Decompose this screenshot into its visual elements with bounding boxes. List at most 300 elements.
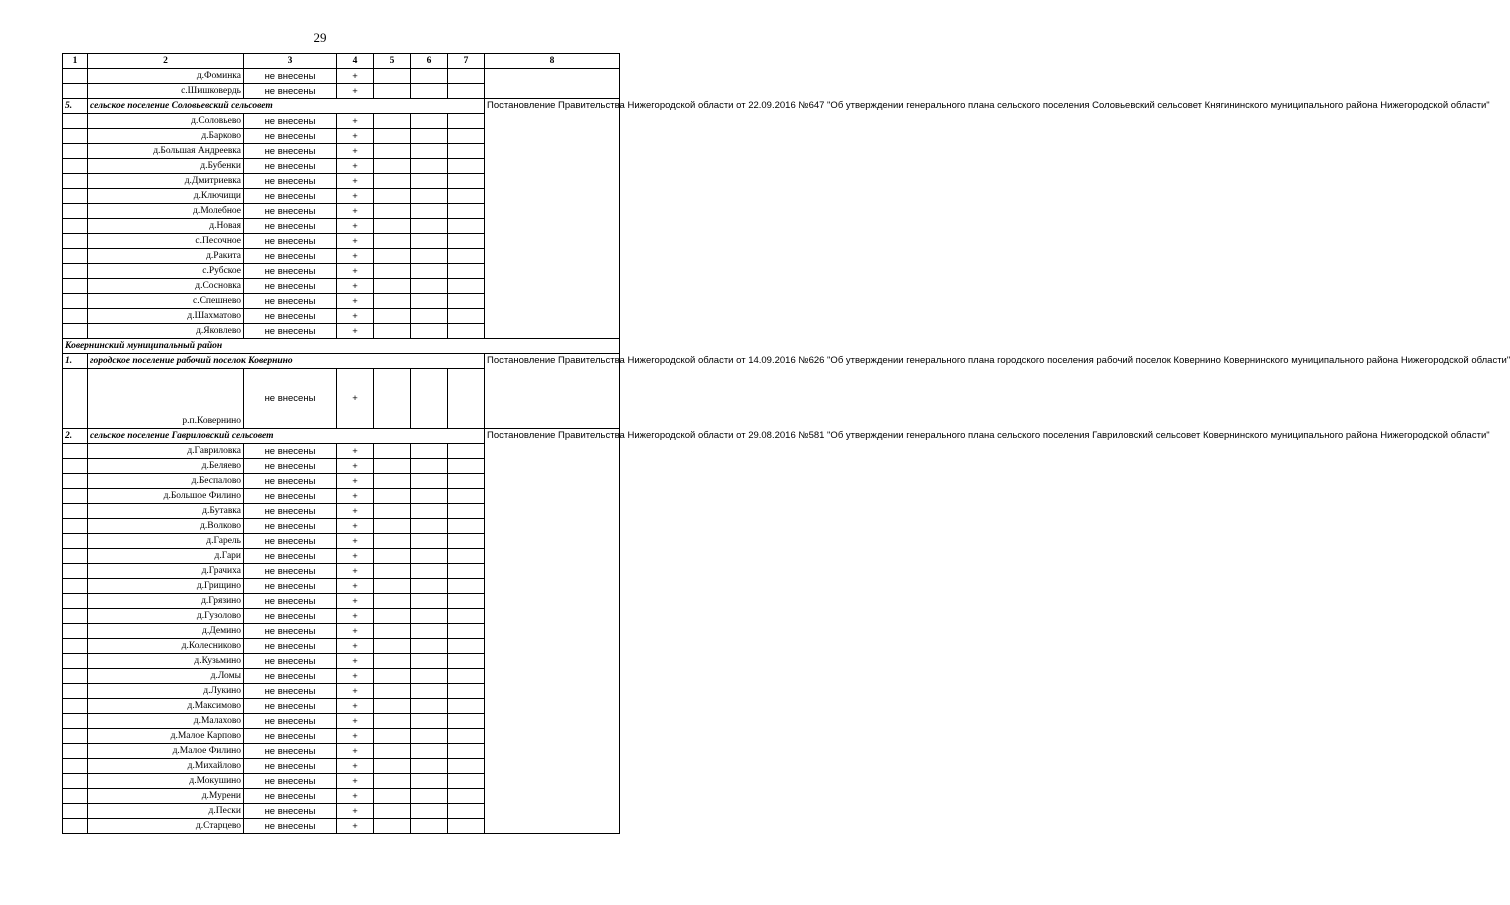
row-number-cell xyxy=(63,744,88,759)
mark-cell: + xyxy=(337,594,374,609)
mark-cell: + xyxy=(337,714,374,729)
header-col-6: 6 xyxy=(411,54,448,69)
row-number-cell xyxy=(63,84,88,99)
empty-cell-col-7 xyxy=(448,759,485,774)
note-continuation xyxy=(485,69,620,99)
mark-cell: + xyxy=(337,699,374,714)
empty-cell-col-6 xyxy=(411,789,448,804)
section-row xyxy=(63,354,620,369)
status-cell: не внесены xyxy=(244,444,337,459)
mark-cell: + xyxy=(337,114,374,129)
mark-cell: + xyxy=(337,444,374,459)
row-number-cell xyxy=(63,804,88,819)
empty-cell-col-5 xyxy=(374,504,411,519)
empty-cell-col-5 xyxy=(374,624,411,639)
row-number-cell xyxy=(63,459,88,474)
status-cell: не внесены xyxy=(244,279,337,294)
settlement-name: с.Песочное xyxy=(88,234,244,249)
empty-cell-col-7 xyxy=(448,114,485,129)
row-number-cell xyxy=(63,369,88,429)
empty-cell-col-7 xyxy=(448,819,485,834)
settlement-name: д.Гари xyxy=(88,549,244,564)
row-number-cell xyxy=(63,504,88,519)
status-cell: не внесены xyxy=(244,609,337,624)
empty-cell-col-5 xyxy=(374,729,411,744)
empty-cell-col-5 xyxy=(374,279,411,294)
row-number-cell xyxy=(63,684,88,699)
row-number-cell xyxy=(63,129,88,144)
empty-cell-col-7 xyxy=(448,624,485,639)
table-row xyxy=(63,69,620,84)
mark-cell: + xyxy=(337,534,374,549)
status-cell: не внесены xyxy=(244,759,337,774)
empty-cell-col-5 xyxy=(374,114,411,129)
settlement-name: д.Беспалово xyxy=(88,474,244,489)
registry-table xyxy=(62,53,1510,834)
empty-cell-col-7 xyxy=(448,699,485,714)
empty-cell-col-6 xyxy=(411,294,448,309)
status-cell: не внесены xyxy=(244,699,337,714)
status-cell: не внесены xyxy=(244,774,337,789)
empty-cell-col-5 xyxy=(374,759,411,774)
settlement-name: д.Грязино xyxy=(88,594,244,609)
empty-cell-col-7 xyxy=(448,669,485,684)
settlement-name: д.Гузолово xyxy=(88,609,244,624)
empty-cell-col-6 xyxy=(411,594,448,609)
status-cell: не внесены xyxy=(244,84,337,99)
empty-cell-col-6 xyxy=(411,549,448,564)
empty-cell-col-5 xyxy=(374,639,411,654)
settlement-name: д.Колесниково xyxy=(88,639,244,654)
empty-cell-col-6 xyxy=(411,159,448,174)
settlement-name: д.Большое Филино xyxy=(88,489,244,504)
row-number-cell xyxy=(63,759,88,774)
row-number-cell xyxy=(63,549,88,564)
row-number-cell xyxy=(63,219,88,234)
empty-cell-col-7 xyxy=(448,654,485,669)
empty-cell-col-7 xyxy=(448,309,485,324)
empty-cell-col-5 xyxy=(374,609,411,624)
empty-cell-col-5 xyxy=(374,219,411,234)
empty-cell-col-7 xyxy=(448,684,485,699)
status-cell: не внесены xyxy=(244,459,337,474)
empty-cell-col-6 xyxy=(411,459,448,474)
empty-cell-col-7 xyxy=(448,249,485,264)
settlement-name: с.Шишковердь xyxy=(88,84,244,99)
empty-cell-col-5 xyxy=(374,744,411,759)
mark-cell: + xyxy=(337,234,374,249)
settlement-name: д.Шахматово xyxy=(88,309,244,324)
row-number-cell xyxy=(63,309,88,324)
empty-cell-col-6 xyxy=(411,699,448,714)
status-cell: не внесены xyxy=(244,219,337,234)
empty-cell-col-6 xyxy=(411,204,448,219)
mark-cell: + xyxy=(337,189,374,204)
status-cell: не внесены xyxy=(244,744,337,759)
empty-cell-col-5 xyxy=(374,819,411,834)
empty-cell-col-6 xyxy=(411,249,448,264)
empty-cell-col-7 xyxy=(448,234,485,249)
section-row xyxy=(63,99,620,114)
empty-cell-col-7 xyxy=(448,519,485,534)
empty-cell-col-5 xyxy=(374,789,411,804)
settlement-name: д.Фоминка xyxy=(88,69,244,84)
settlement-name: д.Демино xyxy=(88,624,244,639)
row-number-cell xyxy=(63,234,88,249)
settlement-name: д.Соловьево xyxy=(88,114,244,129)
row-number-cell xyxy=(63,624,88,639)
empty-cell-col-5 xyxy=(374,444,411,459)
empty-cell-col-5 xyxy=(374,264,411,279)
empty-cell-col-7 xyxy=(448,459,485,474)
empty-cell-col-7 xyxy=(448,609,485,624)
empty-cell-col-5 xyxy=(374,669,411,684)
empty-cell-col-6 xyxy=(411,534,448,549)
empty-cell-col-6 xyxy=(411,744,448,759)
settlement-name: д.Михайлово xyxy=(88,759,244,774)
empty-cell-col-7 xyxy=(448,549,485,564)
status-cell: не внесены xyxy=(244,594,337,609)
status-cell: не внесены xyxy=(244,519,337,534)
empty-cell-col-5 xyxy=(374,579,411,594)
empty-cell-col-7 xyxy=(448,204,485,219)
empty-cell-col-6 xyxy=(411,774,448,789)
mark-cell: + xyxy=(337,159,374,174)
empty-cell-col-7 xyxy=(448,639,485,654)
district-row xyxy=(63,339,620,354)
status-cell: не внесены xyxy=(244,579,337,594)
header-col-8: 8 xyxy=(485,54,620,69)
empty-cell-col-7 xyxy=(448,129,485,144)
row-number-cell xyxy=(63,144,88,159)
status-cell: не внесены xyxy=(244,309,337,324)
empty-cell-col-6 xyxy=(411,564,448,579)
resolution-note: Постановление Правительства Нижегородской области от 29.08.2016 №581 "Об утверждении генерального плана сельского поселения Гавриловский сельсовет Ковернинского муниципального района Нижегородской области" xyxy=(485,429,620,834)
row-number-cell xyxy=(63,249,88,264)
empty-cell-col-6 xyxy=(411,234,448,249)
row-number-cell xyxy=(63,594,88,609)
header-col-4: 4 xyxy=(337,54,374,69)
empty-cell-col-6 xyxy=(411,759,448,774)
status-cell: не внесены xyxy=(244,504,337,519)
row-number-cell xyxy=(63,474,88,489)
status-cell: не внесены xyxy=(244,114,337,129)
row-number-cell xyxy=(63,294,88,309)
mark-cell: + xyxy=(337,369,374,429)
settlement-name: д.Молебное xyxy=(88,204,244,219)
settlement-name: д.Бутавка xyxy=(88,504,244,519)
header-row xyxy=(63,54,620,69)
status-cell: не внесены xyxy=(244,174,337,189)
empty-cell-col-6 xyxy=(411,624,448,639)
row-number-cell xyxy=(63,729,88,744)
empty-cell-col-6 xyxy=(411,324,448,339)
empty-cell-col-7 xyxy=(448,69,485,84)
row-number-cell xyxy=(63,819,88,834)
empty-cell-col-5 xyxy=(374,564,411,579)
settlement-name: д.Гарель xyxy=(88,534,244,549)
mark-cell: + xyxy=(337,759,374,774)
empty-cell-col-7 xyxy=(448,324,485,339)
empty-cell-col-5 xyxy=(374,699,411,714)
settlement-name: д.Ключищи xyxy=(88,189,244,204)
settlement-name: д.Старцево xyxy=(88,819,244,834)
empty-cell-col-5 xyxy=(374,549,411,564)
settlement-name: д.Гавриловка xyxy=(88,444,244,459)
row-number-cell xyxy=(63,699,88,714)
empty-cell-col-6 xyxy=(411,219,448,234)
empty-cell-col-6 xyxy=(411,264,448,279)
row-number-cell xyxy=(63,324,88,339)
empty-cell-col-7 xyxy=(448,189,485,204)
empty-cell-col-7 xyxy=(448,774,485,789)
status-cell: не внесены xyxy=(244,789,337,804)
status-cell: не внесены xyxy=(244,804,337,819)
settlement-name: д.Пески xyxy=(88,804,244,819)
settlement-name: с.Рубское xyxy=(88,264,244,279)
settlement-name: д.Малое Филино xyxy=(88,744,244,759)
section-title: сельское поселение Гавриловский сельсовет xyxy=(88,429,485,444)
empty-cell-col-6 xyxy=(411,579,448,594)
empty-cell-col-6 xyxy=(411,84,448,99)
status-cell: не внесены xyxy=(244,189,337,204)
status-cell: не внесены xyxy=(244,369,337,429)
row-number-cell xyxy=(63,669,88,684)
empty-cell-col-6 xyxy=(411,504,448,519)
settlement-name: д.Мокушино xyxy=(88,774,244,789)
status-cell: не внесены xyxy=(244,564,337,579)
row-number-cell xyxy=(63,204,88,219)
empty-cell-col-7 xyxy=(448,444,485,459)
empty-cell-col-5 xyxy=(374,324,411,339)
settlement-name: с.Спешнево xyxy=(88,294,244,309)
resolution-note: Постановление Правительства Нижегородской области от 14.09.2016 №626 "Об утверждении генерального плана городского поселения рабочий поселок Ковернино Ковернинского муниципального района Нижегородской области" xyxy=(485,354,620,429)
empty-cell-col-6 xyxy=(411,189,448,204)
resolution-note: Постановление Правительства Нижегородской области от 22.09.2016 №647 "Об утверждении генерального плана сельского поселения Соловьевский сельсовет Княгининского муниципального района Нижегородской области" xyxy=(485,99,620,339)
section-number: 5. xyxy=(63,99,88,114)
empty-cell-col-5 xyxy=(374,654,411,669)
mark-cell: + xyxy=(337,579,374,594)
row-number-cell xyxy=(63,174,88,189)
mark-cell: + xyxy=(337,264,374,279)
empty-cell-col-7 xyxy=(448,219,485,234)
settlement-name: д.Бубенки xyxy=(88,159,244,174)
mark-cell: + xyxy=(337,639,374,654)
header-col-2: 2 xyxy=(88,54,244,69)
row-number-cell xyxy=(63,189,88,204)
row-number-cell xyxy=(63,114,88,129)
row-number-cell xyxy=(63,444,88,459)
header-col-3: 3 xyxy=(244,54,337,69)
empty-cell-col-5 xyxy=(374,84,411,99)
empty-cell-col-6 xyxy=(411,444,448,459)
mark-cell: + xyxy=(337,129,374,144)
row-number-cell xyxy=(63,534,88,549)
empty-cell-col-6 xyxy=(411,309,448,324)
district-title: Ковернинский муниципальный район xyxy=(63,339,620,354)
empty-cell-col-5 xyxy=(374,459,411,474)
empty-cell-col-7 xyxy=(448,369,485,429)
section-title: городское поселение рабочий поселок Ковернино xyxy=(88,354,485,369)
empty-cell-col-5 xyxy=(374,594,411,609)
mark-cell: + xyxy=(337,624,374,639)
status-cell: не внесены xyxy=(244,819,337,834)
empty-cell-col-7 xyxy=(448,744,485,759)
empty-cell-col-7 xyxy=(448,564,485,579)
status-cell: не внесены xyxy=(244,729,337,744)
mark-cell: + xyxy=(337,249,374,264)
empty-cell-col-5 xyxy=(374,774,411,789)
status-cell: не внесены xyxy=(244,249,337,264)
settlement-name: д.Дмитриевка xyxy=(88,174,244,189)
empty-cell-col-6 xyxy=(411,174,448,189)
status-cell: не внесены xyxy=(244,204,337,219)
empty-cell-col-5 xyxy=(374,519,411,534)
settlement-name: д.Ломы xyxy=(88,669,244,684)
mark-cell: + xyxy=(337,669,374,684)
section-number: 2. xyxy=(63,429,88,444)
row-number-cell xyxy=(63,279,88,294)
settlement-name: д.Ракита xyxy=(88,249,244,264)
empty-cell-col-5 xyxy=(374,309,411,324)
row-number-cell xyxy=(63,789,88,804)
mark-cell: + xyxy=(337,519,374,534)
settlement-name: д.Кузьмино xyxy=(88,654,244,669)
empty-cell-col-7 xyxy=(448,264,485,279)
empty-cell-col-6 xyxy=(411,819,448,834)
empty-cell-col-6 xyxy=(411,69,448,84)
empty-cell-col-7 xyxy=(448,279,485,294)
empty-cell-col-7 xyxy=(448,804,485,819)
empty-cell-col-5 xyxy=(374,144,411,159)
mark-cell: + xyxy=(337,489,374,504)
status-cell: не внесены xyxy=(244,69,337,84)
row-number-cell xyxy=(63,264,88,279)
empty-cell-col-7 xyxy=(448,489,485,504)
empty-cell-col-5 xyxy=(374,294,411,309)
status-cell: не внесены xyxy=(244,714,337,729)
empty-cell-col-7 xyxy=(448,789,485,804)
row-number-cell xyxy=(63,654,88,669)
header-col-7: 7 xyxy=(448,54,485,69)
empty-cell-col-6 xyxy=(411,639,448,654)
empty-cell-col-5 xyxy=(374,234,411,249)
empty-cell-col-7 xyxy=(448,294,485,309)
empty-cell-col-6 xyxy=(411,129,448,144)
empty-cell-col-5 xyxy=(374,204,411,219)
mark-cell: + xyxy=(337,459,374,474)
row-number-cell xyxy=(63,489,88,504)
status-cell: не внесены xyxy=(244,624,337,639)
row-number-cell xyxy=(63,69,88,84)
status-cell: не внесены xyxy=(244,129,337,144)
empty-cell-col-7 xyxy=(448,144,485,159)
mark-cell: + xyxy=(337,789,374,804)
status-cell: не внесены xyxy=(244,264,337,279)
status-cell: не внесены xyxy=(244,144,337,159)
empty-cell-col-7 xyxy=(448,594,485,609)
empty-cell-col-7 xyxy=(448,159,485,174)
page-number: 29 xyxy=(313,30,327,45)
empty-cell-col-7 xyxy=(448,714,485,729)
mark-cell: + xyxy=(337,729,374,744)
empty-cell-col-7 xyxy=(448,534,485,549)
status-cell: не внесены xyxy=(244,684,337,699)
mark-cell: + xyxy=(337,84,374,99)
empty-cell-col-7 xyxy=(448,579,485,594)
empty-cell-col-6 xyxy=(411,114,448,129)
row-number-cell xyxy=(63,579,88,594)
status-cell: не внесены xyxy=(244,549,337,564)
settlement-name: д.Беляево xyxy=(88,459,244,474)
mark-cell: + xyxy=(337,309,374,324)
status-cell: не внесены xyxy=(244,159,337,174)
empty-cell-col-5 xyxy=(374,684,411,699)
settlement-name: д.Грищино xyxy=(88,579,244,594)
mark-cell: + xyxy=(337,144,374,159)
status-cell: не внесены xyxy=(244,639,337,654)
empty-cell-col-6 xyxy=(411,474,448,489)
settlement-name: д.Малое Карпово xyxy=(88,729,244,744)
row-number-cell xyxy=(63,159,88,174)
empty-cell-col-6 xyxy=(411,654,448,669)
empty-cell-col-5 xyxy=(374,69,411,84)
empty-cell-col-5 xyxy=(374,714,411,729)
status-cell: не внесены xyxy=(244,489,337,504)
status-cell: не внесены xyxy=(244,294,337,309)
empty-cell-col-6 xyxy=(411,609,448,624)
status-cell: не внесены xyxy=(244,474,337,489)
header-col-1: 1 xyxy=(63,54,88,69)
empty-cell-col-7 xyxy=(448,504,485,519)
mark-cell: + xyxy=(337,684,374,699)
status-cell: не внесены xyxy=(244,234,337,249)
settlement-name: д.Мурени xyxy=(88,789,244,804)
empty-cell-col-5 xyxy=(374,369,411,429)
empty-cell-col-5 xyxy=(374,474,411,489)
status-cell: не внесены xyxy=(244,654,337,669)
empty-cell-col-6 xyxy=(411,489,448,504)
section-number: 1. xyxy=(63,354,88,369)
row-number-cell xyxy=(63,774,88,789)
row-number-cell xyxy=(63,714,88,729)
empty-cell-col-5 xyxy=(374,159,411,174)
empty-cell-col-6 xyxy=(411,519,448,534)
empty-cell-col-5 xyxy=(374,174,411,189)
empty-cell-col-5 xyxy=(374,129,411,144)
mark-cell: + xyxy=(337,174,374,189)
mark-cell: + xyxy=(337,69,374,84)
empty-cell-col-6 xyxy=(411,144,448,159)
empty-cell-col-7 xyxy=(448,84,485,99)
mark-cell: + xyxy=(337,204,374,219)
empty-cell-col-5 xyxy=(374,249,411,264)
mark-cell: + xyxy=(337,324,374,339)
settlement-name: д.Грачиха xyxy=(88,564,244,579)
section-title: сельское поселение Соловьевский сельсовет xyxy=(88,99,485,114)
settlement-name: д.Сосновка xyxy=(88,279,244,294)
mark-cell: + xyxy=(337,504,374,519)
empty-cell-col-6 xyxy=(411,279,448,294)
mark-cell: + xyxy=(337,474,374,489)
mark-cell: + xyxy=(337,219,374,234)
settlement-name: д.Волково xyxy=(88,519,244,534)
settlement-name: д.Новая xyxy=(88,219,244,234)
empty-cell-col-6 xyxy=(411,669,448,684)
row-number-cell xyxy=(63,519,88,534)
status-cell: не внесены xyxy=(244,669,337,684)
mark-cell: + xyxy=(337,744,374,759)
